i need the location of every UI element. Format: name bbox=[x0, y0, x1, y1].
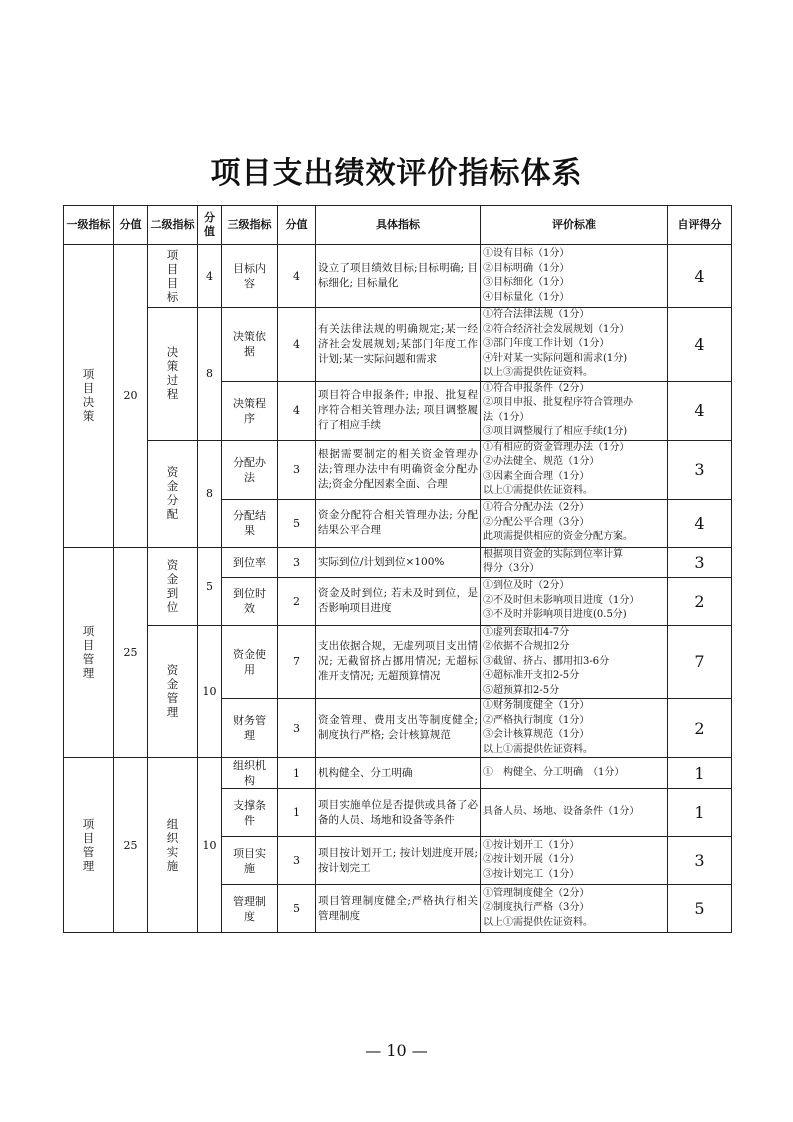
level2-cell-text: 资金到位 bbox=[166, 557, 179, 614]
criteria-line: ④超标准开支扣2-5分 bbox=[483, 670, 580, 681]
self-score-cell: 3 bbox=[668, 547, 732, 577]
level2-cell bbox=[148, 547, 198, 625]
score1-cell: 25 bbox=[114, 547, 148, 758]
spec-cell: 项目按计划开工; 按计划进度开展; 按计划完工 bbox=[316, 837, 481, 885]
level3-cell: 财务管理 bbox=[222, 699, 278, 758]
criteria-line: ①符合法律法规（1分） bbox=[483, 309, 590, 320]
criteria-line: 此项需提供相应的资金分配方案。 bbox=[483, 531, 633, 543]
self-score-cell: 7 bbox=[668, 625, 732, 699]
criteria-line: ⑤超预算扣2-5分 bbox=[483, 684, 560, 696]
self-score-cell: 2 bbox=[668, 699, 732, 758]
criteria-line: ①按计划开工（1分） bbox=[483, 839, 580, 851]
criteria-line: ①财务制度健全（1分） bbox=[483, 700, 590, 711]
indicator-table bbox=[63, 205, 732, 933]
level3-cell: 分配结果 bbox=[222, 499, 278, 547]
spec-cell: 机构健全、分工明确 bbox=[316, 758, 481, 789]
criteria-cell bbox=[481, 837, 668, 885]
criteria-cell bbox=[481, 245, 668, 308]
criteria-line: ②符合经济社会发展规划（1分） bbox=[483, 323, 630, 335]
header-level1: 一级指标 bbox=[64, 206, 114, 245]
criteria-cell bbox=[481, 308, 668, 382]
criteria-cell bbox=[481, 577, 668, 625]
criteria-line: ③项目调整履行了相应手续(1分) bbox=[483, 426, 628, 437]
level2-cell-text: 资金分配 bbox=[166, 465, 179, 521]
score3-cell: 3 bbox=[278, 837, 316, 885]
level3-cell: 支撑条件 bbox=[222, 789, 278, 837]
table-header-row bbox=[64, 206, 732, 245]
score2-cell: 4 bbox=[198, 245, 222, 308]
criteria-line: ③因素全面合理（1分） bbox=[483, 470, 590, 482]
score1-cell: 20 bbox=[114, 245, 148, 548]
header-level2: 二级指标 bbox=[148, 206, 198, 245]
score2-cell: 8 bbox=[198, 308, 222, 441]
criteria-line: ④针对某一实际问题和需求(1分) bbox=[483, 352, 628, 364]
spec-cell: 实际到位/计划到位×100% bbox=[316, 547, 481, 577]
criteria-line: 以上①需提供佐证资料。 bbox=[483, 485, 593, 496]
score3-cell: 3 bbox=[278, 699, 316, 758]
spec-cell: 资金及时到位; 若未及时到位，是否影响项目进度 bbox=[316, 577, 481, 625]
score3-cell: 1 bbox=[278, 758, 316, 789]
header-score3: 分值 bbox=[278, 206, 316, 245]
level1-cell bbox=[64, 547, 114, 758]
criteria-cell bbox=[481, 381, 668, 440]
criteria-line: 法（1分） bbox=[483, 411, 530, 423]
header-criteria: 评价标准 bbox=[481, 206, 668, 245]
criteria-line: ①符合申报条件（2分） bbox=[483, 382, 590, 394]
score3-cell: 2 bbox=[278, 577, 316, 625]
level3-cell: 组织机构 bbox=[222, 758, 278, 789]
spec-cell: 资金管理、费用支出等制度健全; 制度执行严格; 会计核算规范 bbox=[316, 699, 481, 758]
criteria-cell bbox=[481, 885, 668, 933]
self-score-cell: 4 bbox=[668, 499, 732, 547]
level3-cell: 到位时效 bbox=[222, 577, 278, 625]
score3-cell: 4 bbox=[278, 308, 316, 382]
level3-cell: 决策依据 bbox=[222, 308, 278, 382]
criteria-line: 具备人员、场地、设备条件（1分） bbox=[483, 806, 640, 818]
score2-cell: 10 bbox=[198, 758, 222, 933]
score2-cell: 10 bbox=[198, 625, 222, 758]
level3-cell: 资金使用 bbox=[222, 625, 278, 699]
criteria-line: ①设有目标（1分） bbox=[483, 248, 570, 259]
self-score-cell: 3 bbox=[668, 440, 732, 499]
criteria-line: ①符合分配办法（2分） bbox=[483, 502, 590, 514]
spec-cell: 资金分配符合相关管理办法; 分配结果公平合理 bbox=[316, 499, 481, 547]
table-row bbox=[64, 547, 732, 577]
level1-cell-text: 项目管理 bbox=[82, 816, 95, 873]
criteria-line: ③不及时并影响项目进度(0.5分) bbox=[483, 609, 627, 621]
self-score-cell: 5 bbox=[668, 885, 732, 933]
header-level3: 三级指标 bbox=[222, 206, 278, 245]
level2-cell bbox=[148, 758, 198, 933]
score3-cell: 3 bbox=[278, 440, 316, 499]
level3-cell: 到位率 bbox=[222, 547, 278, 577]
table-row bbox=[64, 625, 732, 699]
criteria-cell bbox=[481, 499, 668, 547]
criteria-line: ②严格执行制度（1分） bbox=[483, 714, 590, 726]
score1-cell: 25 bbox=[114, 758, 148, 933]
self-score-cell: 3 bbox=[668, 837, 732, 885]
score3-cell: 5 bbox=[278, 885, 316, 933]
level1-cell bbox=[64, 758, 114, 933]
criteria-line: ③截留、挤占、挪用扣3-6分 bbox=[483, 655, 610, 667]
score3-cell: 1 bbox=[278, 789, 316, 837]
criteria-line: ②按计划开展（1分） bbox=[483, 854, 580, 866]
self-score-cell: 4 bbox=[668, 245, 732, 308]
criteria-line: 以上①需提供佐证资料。 bbox=[483, 916, 593, 928]
level2-cell-text: 组织实施 bbox=[166, 816, 179, 873]
criteria-line: ②制度执行严格（3分） bbox=[483, 902, 590, 914]
criteria-cell bbox=[481, 789, 668, 837]
score3-cell: 7 bbox=[278, 625, 316, 699]
self-score-cell: 2 bbox=[668, 577, 732, 625]
criteria-cell bbox=[481, 758, 668, 789]
criteria-cell bbox=[481, 625, 668, 699]
table-row bbox=[64, 308, 732, 382]
criteria-cell bbox=[481, 440, 668, 499]
criteria-line: ①管理制度健全（2分） bbox=[483, 887, 590, 899]
score2-cell: 5 bbox=[198, 547, 222, 625]
level1-cell-text: 项目决策 bbox=[82, 367, 95, 424]
level1-cell bbox=[64, 245, 114, 548]
level1-cell-text: 项目管理 bbox=[82, 623, 95, 680]
criteria-line: ③目标细化（1分） bbox=[483, 277, 570, 288]
score2-cell: 8 bbox=[198, 440, 222, 547]
criteria-line: 得分（3分） bbox=[483, 563, 540, 574]
table-row bbox=[64, 245, 732, 308]
criteria-line: ③按计划完工（1分） bbox=[483, 868, 580, 880]
header-score1: 分值 bbox=[114, 206, 148, 245]
self-score-cell: 4 bbox=[668, 308, 732, 382]
spec-cell: 项目管理制度健全;严格执行相关管理制度 bbox=[316, 885, 481, 933]
level3-cell: 项目实施 bbox=[222, 837, 278, 885]
spec-cell: 项目实施单位是否提供或具备了必备的人员、场地和设备等条件 bbox=[316, 789, 481, 837]
page-title: 项目支出绩效评价指标体系 bbox=[210, 156, 583, 191]
criteria-line: 以上①需提供佐证资料。 bbox=[483, 743, 593, 755]
criteria-line: ④目标量化（1分） bbox=[483, 291, 570, 303]
page-number: — 10 — bbox=[365, 1041, 428, 1060]
spec-cell: 支出依据合规，无虚列项目支出情况; 无截留挤占挪用情况; 无超标准开支情况; 无超预算情况 bbox=[316, 625, 481, 699]
level2-cell bbox=[148, 308, 198, 441]
level3-cell: 管理制度 bbox=[222, 885, 278, 933]
header-self-score: 自评得分 bbox=[668, 206, 732, 245]
criteria-line: 以上③需提供佐证资料。 bbox=[483, 367, 593, 378]
criteria-line: ①有相应的资金管理办法（1分） bbox=[483, 441, 630, 453]
score3-cell: 5 bbox=[278, 499, 316, 547]
level2-cell-text: 项目目标 bbox=[166, 247, 179, 304]
score3-cell: 4 bbox=[278, 381, 316, 440]
self-score-cell: 1 bbox=[668, 758, 732, 789]
header-score2: 分值 bbox=[198, 206, 222, 245]
criteria-line: ③会计核算规范（1分） bbox=[483, 729, 590, 740]
level2-cell-text: 决策过程 bbox=[166, 345, 179, 402]
level3-cell: 决策程序 bbox=[222, 381, 278, 440]
self-score-cell: 4 bbox=[668, 381, 732, 440]
score3-cell: 3 bbox=[278, 547, 316, 577]
spec-cell: 根据需要制定的相关资金管理办法;管理办法中有明确资金分配办法;资金分配因素全面、合理 bbox=[316, 440, 481, 499]
level2-cell-text: 资金管理 bbox=[166, 662, 179, 719]
self-score-cell: 1 bbox=[668, 789, 732, 837]
score3-cell: 4 bbox=[278, 245, 316, 308]
criteria-line: ②目标明确（1分） bbox=[483, 262, 570, 274]
level2-cell bbox=[148, 440, 198, 547]
criteria-line: 根据项目资金的实际到位率计算 bbox=[483, 548, 623, 560]
spec-cell: 项目符合申报条件; 申报、批复程序符合相关管理办法; 项目调整履行了相应手续 bbox=[316, 381, 481, 440]
criteria-line: ②项目申报、批复程序符合管理办 bbox=[483, 397, 633, 408]
table-row bbox=[64, 758, 732, 789]
criteria-line: ②不及时但未影响项目进度（1分） bbox=[483, 594, 640, 606]
level3-cell: 分配办法 bbox=[222, 440, 278, 499]
table-row bbox=[64, 440, 732, 499]
level2-cell bbox=[148, 625, 198, 758]
criteria-line: ②分配公平合理（3分） bbox=[483, 516, 590, 528]
criteria-line: ①虚列套取扣4-7分 bbox=[483, 626, 570, 638]
criteria-cell bbox=[481, 547, 668, 577]
criteria-line: ③部门年度工作计划（1分） bbox=[483, 338, 610, 349]
level3-cell: 目标内容 bbox=[222, 245, 278, 308]
criteria-line: ① 构健全、分工明确 （1分） bbox=[483, 766, 625, 778]
level2-cell bbox=[148, 245, 198, 308]
criteria-line: ①到位及时（2分） bbox=[483, 580, 570, 592]
criteria-line: ②办法健全、规范（1分） bbox=[483, 456, 600, 467]
criteria-cell bbox=[481, 699, 668, 758]
spec-cell: 设立了项目绩效目标;目标明确; 目标细化; 目标量化 bbox=[316, 245, 481, 308]
header-spec: 具体指标 bbox=[316, 206, 481, 245]
spec-cell: 有关法律法规的明确规定;某一经济社会发展规划;某部门年度工作计划;某一实际问题和需求 bbox=[316, 308, 481, 382]
criteria-line: ②依据不合规扣2分 bbox=[483, 641, 570, 652]
